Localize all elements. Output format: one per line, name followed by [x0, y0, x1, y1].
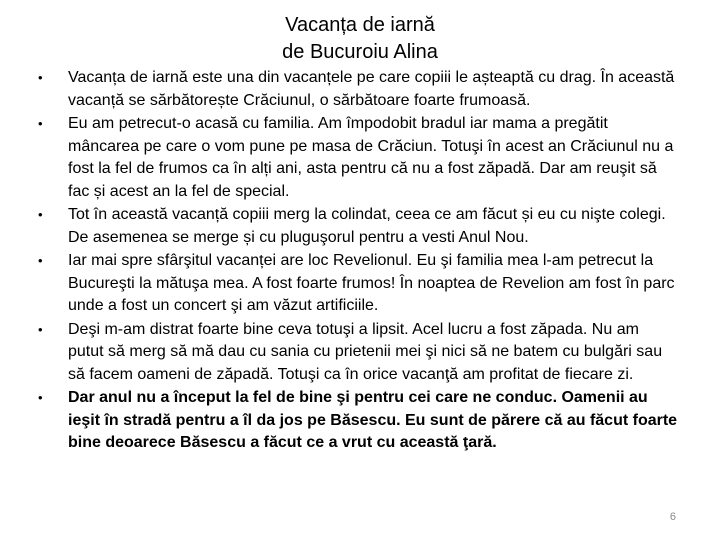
- page-number: 6: [669, 511, 676, 523]
- bullet-icon: •: [38, 116, 43, 131]
- title-line-1: Vacanța de iarnă: [285, 14, 435, 36]
- bullet-icon: •: [38, 321, 43, 337]
- bullet-item: [38, 250, 678, 318]
- bullet-item: [38, 67, 678, 112]
- bullet-item: [38, 387, 678, 455]
- bullet-icon: •: [38, 390, 43, 405]
- bullet-text: Vacanța de iarnă este una din vacanțele pe care copiii le așteaptă cu drag. În această vacanță se sărbătorește Crăciunul, o sărbătoare foarte frumoasă.: [68, 69, 675, 109]
- bullet-icon: •: [38, 207, 43, 222]
- bullet-item: [38, 319, 678, 387]
- slide-title: [0, 12, 720, 66]
- bullet-icon: •: [38, 70, 43, 85]
- bullet-text: Eu am petrecut-o acasă cu familia. Am împodobit bradul iar mama a pregătit mâncarea pe care o vom pune pe masa de Crăciun. Totuşi în acest an Crăciunul nu a fost la fel de frumos ca în alți ani, asta pentru că nu a fost zăpadă. Dar am reuşit să fac și acest an la fel de special.: [68, 115, 674, 200]
- bullet-text: Tot în această vacanță copiii merg la colindat, ceea ce am făcut și eu cu nişte colegi. De asemenea se merge și cu pluguşorul pentru a vesti Anul Nou.: [68, 206, 666, 246]
- title-line-2: de Bucuroiu Alina: [282, 41, 438, 63]
- bullet-item: [38, 204, 678, 249]
- bullet-item: [38, 113, 678, 203]
- bullet-text: Iar mai spre sfârşitul vacanței are loc Revelionul. Eu şi familia mea l-am petrecut la Bucureşti la mătuşa mea. A fost foarte frumos! În noaptea de Revelion am fost în parc unde a fost un concert şi am văzut artificiile.: [68, 252, 675, 314]
- bullet-icon: •: [38, 253, 43, 268]
- bullet-text: Deşi m-am distrat foarte bine ceva totuşi a lipsit. Acel lucru a fost zăpada. Nu am putut să merg să mă dau cu sania cu prietenii mei şi nici să ne batem cu bulgări sau să facem oameni de zăpadă. Totuşi ca în orice vacanţă am profitat de fiecare zi.: [68, 320, 663, 383]
- bullet-list: [38, 67, 678, 456]
- bullet-text: Dar anul nu a început la fel de bine şi pentru cei care ne conduc. Oamenii au ieşit în stradă pentru a îl da jos pe Băsescu. Eu sunt de părere că au făcut foarte bine deoarece Băsescu a făcut ce a vrut cu această ţară.: [68, 389, 678, 451]
